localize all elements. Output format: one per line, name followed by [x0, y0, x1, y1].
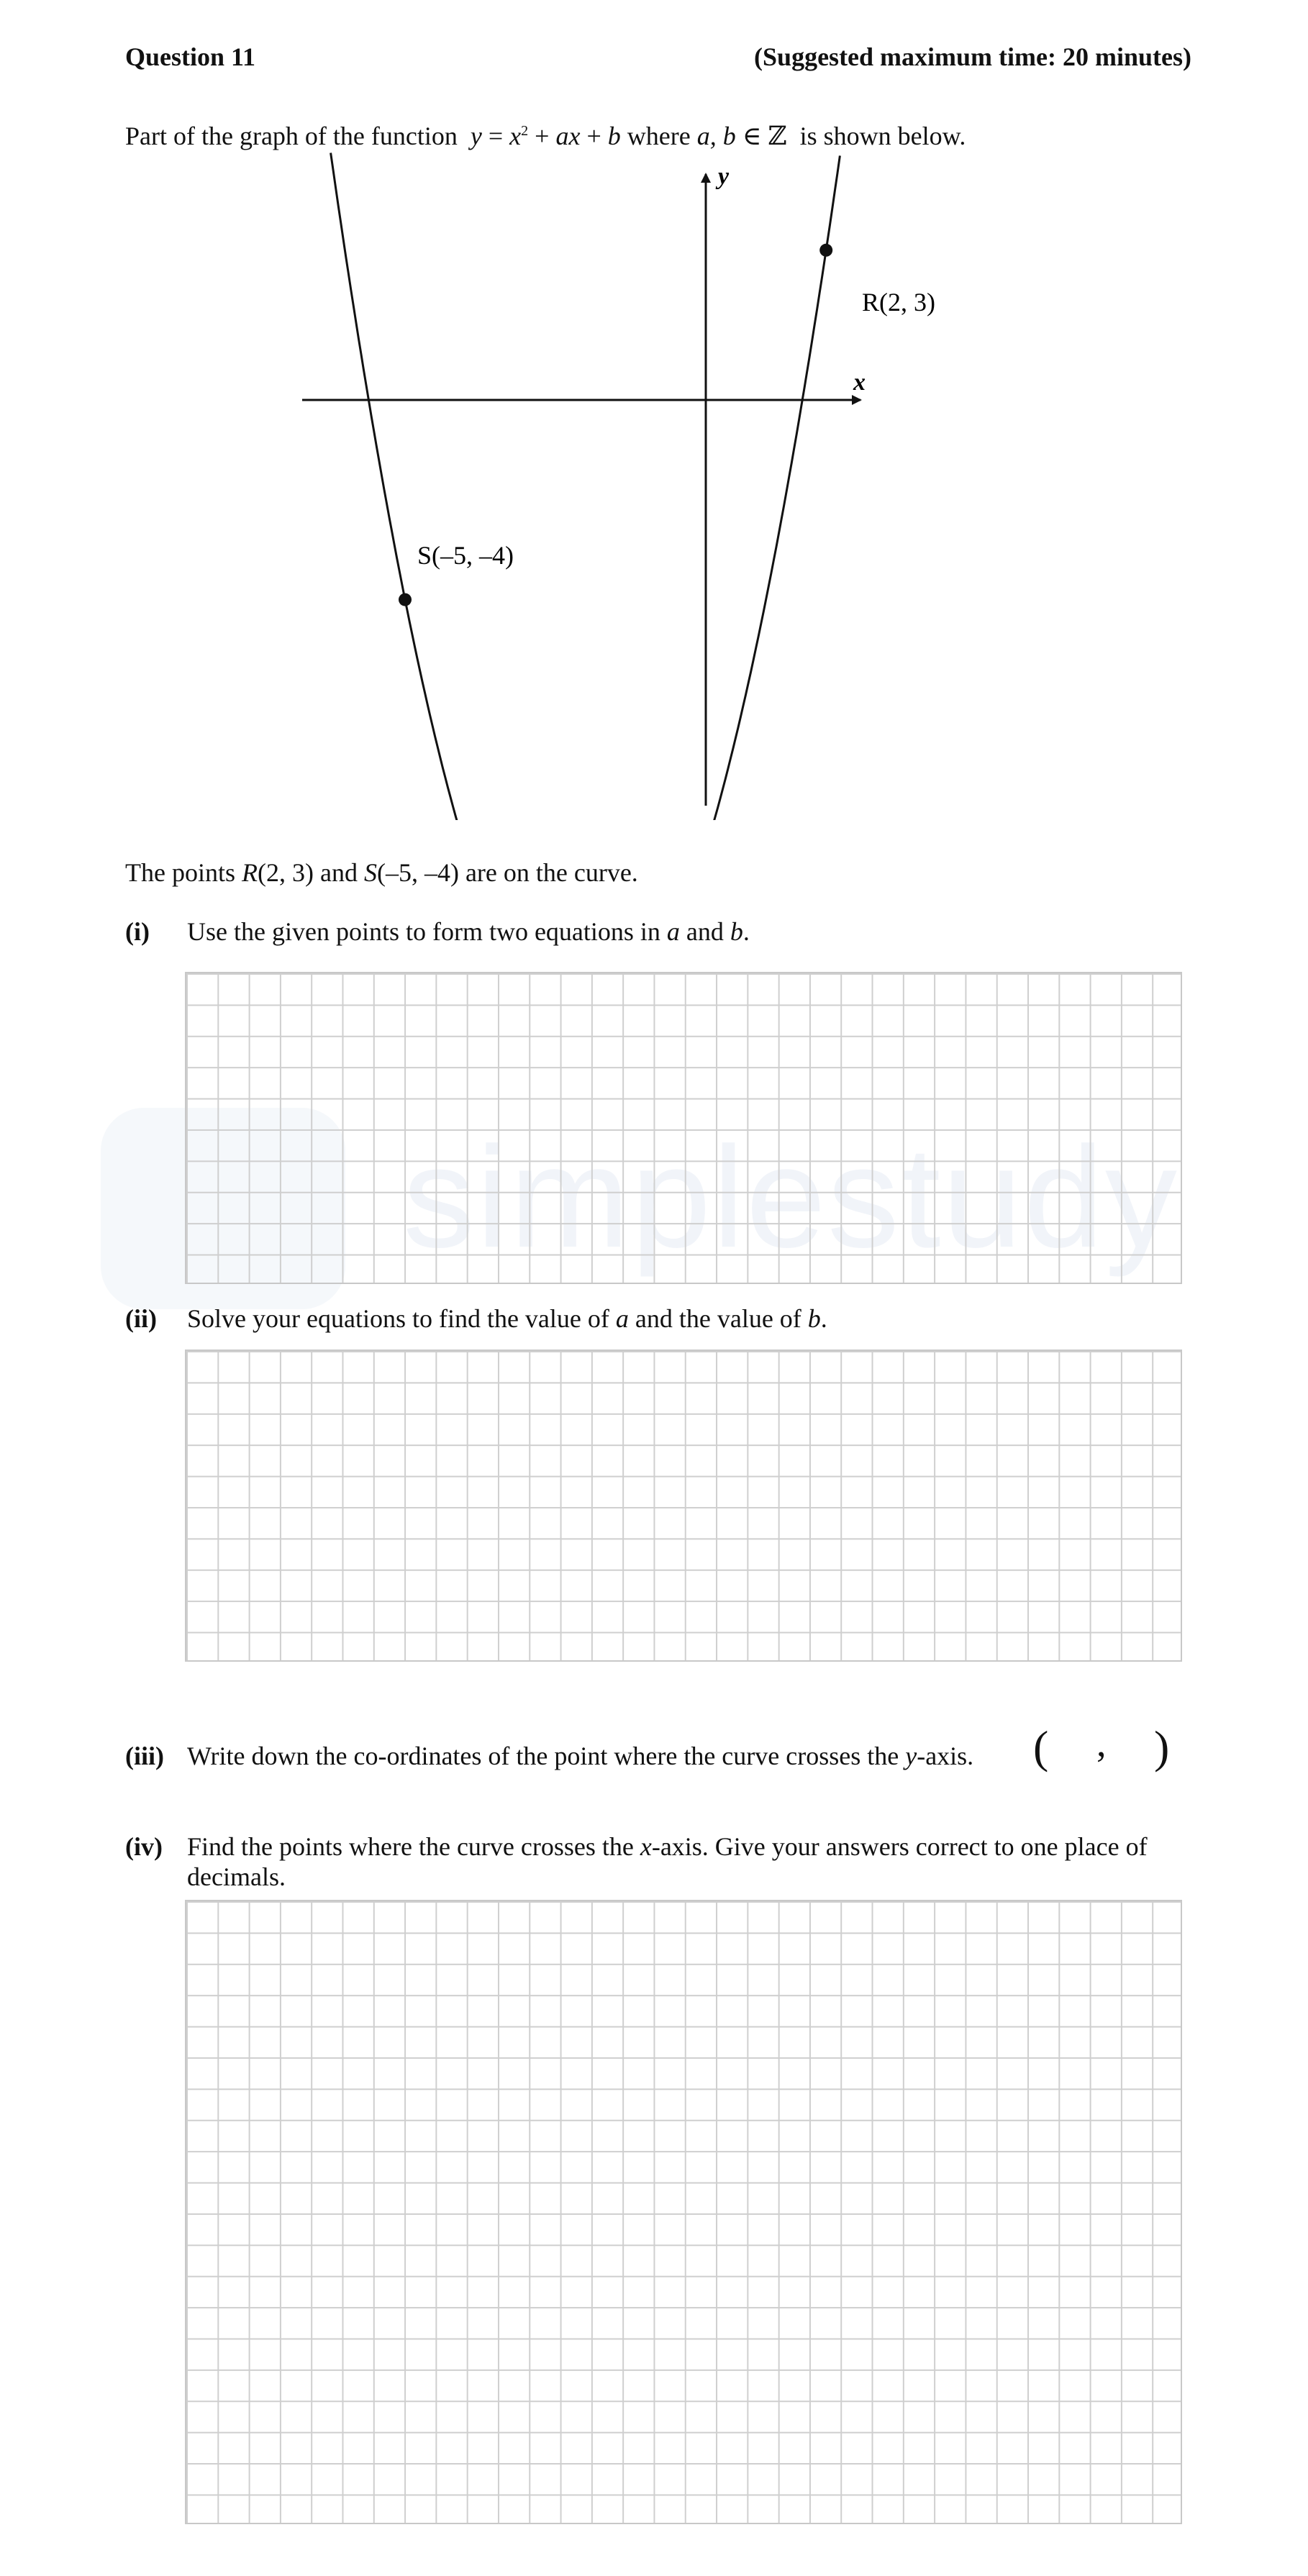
statement-and: and — [319, 858, 358, 887]
part-ii-text-a: Solve your equations to find the value of — [187, 1304, 609, 1333]
part-i-text-a: Use the given points to form two equations in — [187, 917, 660, 946]
x-axis-label: x — [853, 369, 866, 396]
part-i-text — [187, 916, 750, 947]
part-i-end: . — [742, 917, 750, 946]
parabola-curve — [331, 153, 840, 821]
part-ii-text — [187, 1303, 827, 1334]
point-S-label: S(–5, –4) — [417, 541, 514, 570]
intro-sq: 2 — [521, 123, 529, 139]
intro-where: where — [627, 122, 691, 150]
part-iii-y: y — [905, 1742, 917, 1770]
intro-integers: ℤ — [768, 122, 787, 150]
statement-prefix: The points — [125, 858, 235, 887]
part-ii-end: . — [820, 1304, 827, 1333]
point-R-marker — [819, 244, 832, 257]
intro-y: y — [470, 122, 482, 150]
part-ii-text-b: and the value of — [635, 1304, 801, 1333]
part-iv-label: (iv) — [125, 1832, 163, 1861]
part-iii-text — [187, 1741, 973, 1772]
part-iii-text-b: -axis. — [917, 1742, 974, 1770]
part-i-a: a — [666, 917, 680, 946]
intro-eq: = — [488, 122, 504, 150]
question-title: Question 11 — [125, 42, 256, 71]
answer-grid-i[interactable] — [185, 972, 1182, 1284]
intro-b: b — [607, 122, 621, 150]
answer-grid-ii[interactable] — [185, 1350, 1182, 1662]
statement-suffix: are on the curve. — [465, 858, 638, 887]
coord-comma[interactable]: , — [1096, 1721, 1107, 1765]
intro-prefix: Part of the graph of the function — [125, 122, 458, 150]
part-iv-text — [187, 1831, 1148, 1862]
part-iv-x: x — [640, 1832, 652, 1861]
statement-R-coords: (2, 3) — [257, 858, 314, 887]
suggested-time: (Suggested maximum time: 20 minutes) — [754, 42, 1191, 71]
intro-in: ∈ — [742, 122, 762, 150]
part-iv-text-c: decimals. — [187, 1862, 286, 1891]
intro-x: x — [509, 122, 522, 150]
statement-S: S — [363, 858, 377, 887]
point-R-label: R(2, 3) — [862, 288, 935, 317]
part-iv-text-a: Find the points where the curve crosses the — [187, 1832, 634, 1861]
y-axis-label: y — [718, 163, 730, 190]
answer-grid-iv[interactable] — [185, 1900, 1182, 2524]
points-statement — [125, 857, 638, 888]
part-iii-text-a: Write down the co-ordinates of the point where the curve crosses the — [187, 1742, 899, 1770]
part-i-label: (i) — [125, 917, 150, 946]
point-S-marker — [399, 593, 412, 606]
coord-close-paren: ) — [1154, 1721, 1170, 1772]
intro-ab: a, b — [696, 122, 736, 150]
parabola-graph — [0, 0, 1308, 820]
part-i-and: and — [686, 917, 724, 946]
intro-plus1: + — [535, 122, 550, 150]
coord-open-paren: ( — [1033, 1721, 1049, 1772]
statement-R: R — [241, 858, 258, 887]
part-iv-text-b: -axis. Give your answers correct to one place of — [651, 1832, 1148, 1861]
part-ii-label: (ii) — [125, 1304, 157, 1333]
intro-plus2: + — [586, 122, 601, 150]
part-ii-b: b — [807, 1304, 821, 1333]
part-i-b: b — [730, 917, 743, 946]
part-iii-label: (iii) — [125, 1742, 164, 1770]
intro-ax: ax — [555, 122, 581, 150]
statement-S-coords: (–5, –4) — [376, 858, 459, 887]
part-ii-a: a — [615, 1304, 629, 1333]
intro-suffix: is shown below. — [799, 122, 966, 150]
